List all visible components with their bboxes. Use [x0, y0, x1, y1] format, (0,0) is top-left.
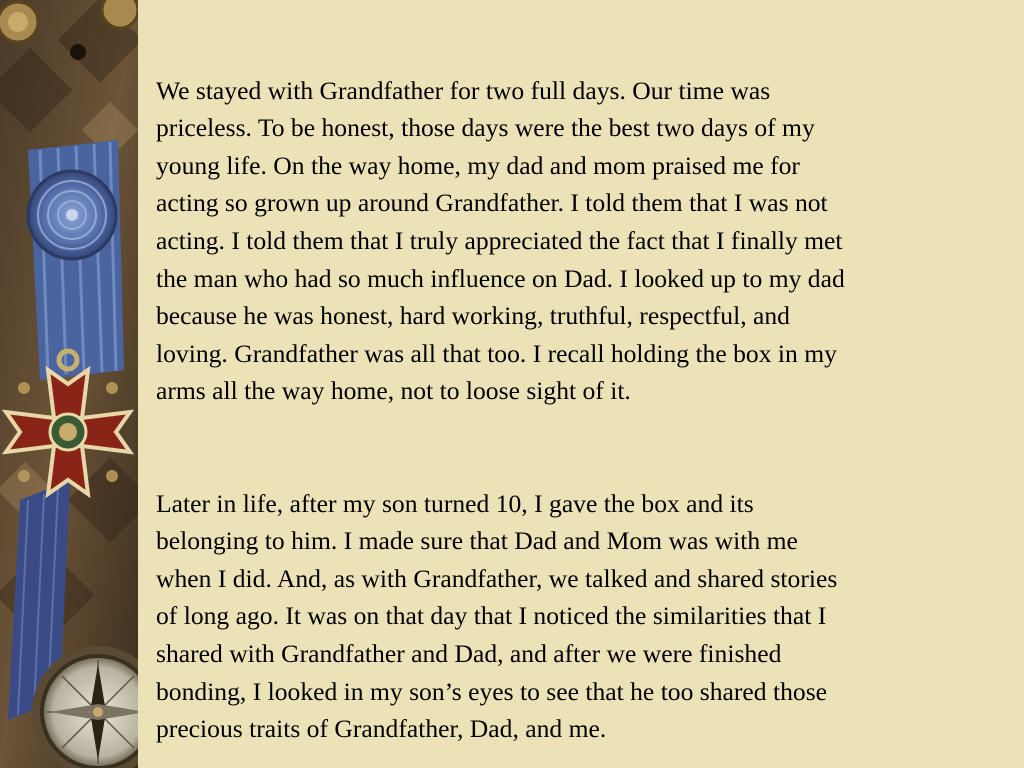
side-art-strip: [0, 0, 138, 768]
paragraph-2: Later in life, after my son turned 10, I gave the box and its belonging to him. I made sure that Dad and Mom was with me when I did. And, as with Grandfather, we talked and shared stories of long ago. It was on that day that I noticed the similarities that I shared with Grandfather and Dad, and after we were finished bonding, I looked in my son’s eyes to see that he too shared those precious traits of Grandfather, Dad, and me.: [156, 488, 838, 744]
paragraph-1: We stayed with Grandfather for two full days. Our time was priceless. To be honest, those days were the best two days of my young life. On the way home, my dad and mom praised me for acting so grown up around Grandfather. I told them that I was not acting. I told them that I truly appreciated the fact that I finally met the man who had so much influence on Dad. I looked up to my dad because he was honest, hard working, truthful, respectful, and loving. Grandfather was all that too. I recall holding the box in my arms all the way home, not to loose sight of it.: [156, 75, 845, 406]
body-text: [156, 34, 1012, 768]
